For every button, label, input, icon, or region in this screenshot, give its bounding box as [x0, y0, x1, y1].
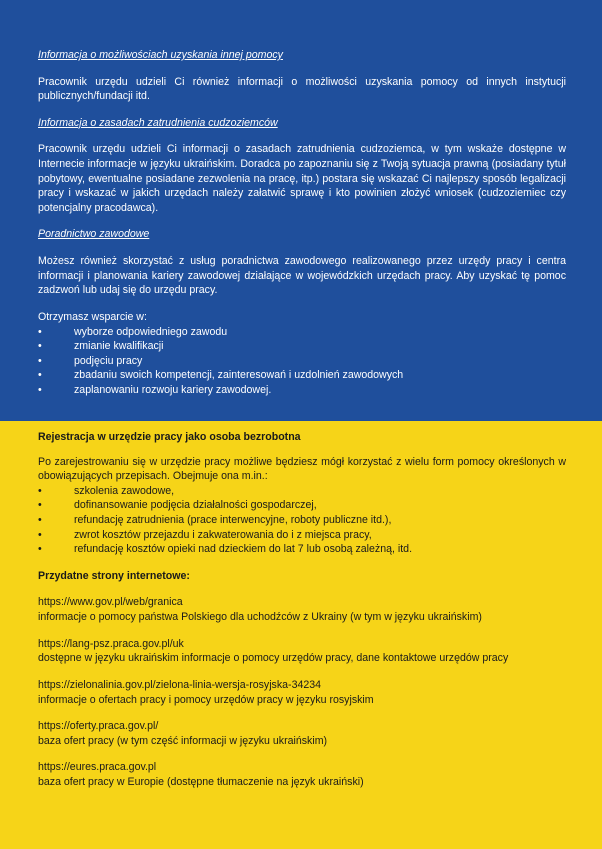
list-item: • zbadaniu swoich kompetencji, zainteresowań i uzdolnień zawodowych: [38, 368, 566, 383]
link-url[interactable]: https://lang-psz.praca.gov.pl/uk: [38, 637, 184, 650]
heading-useful-links: Przydatne strony internetowe:: [38, 569, 190, 582]
paragraph-career-counseling: Możesz również skorzystać z usług poradnictwa zawodowego realizowanego przez urzędy pracy i centra informacji i planowania kariery zawodowej działające w wojewódzkich urzędach pracy. Aby uzyskać tę pomoc zadzwoń lub udaj się do urzędu pracy.: [38, 255, 566, 297]
benefits-list: [38, 484, 566, 557]
link-url[interactable]: https://zielonalinia.gov.pl/zielona-linia-wersja-rosyjska-34234: [38, 678, 322, 691]
link-description: dostępne w języku ukraińskim informacje o pomocy urzędów pracy, dane kontaktowe urzędów pracy: [38, 652, 509, 665]
heading-registration: Rejestracja w urzędzie pracy jako osoba bezrobotna: [38, 431, 301, 443]
list-item: • wyborze odpowiedniego zawodu: [38, 325, 566, 340]
list-item: • zaplanowaniu rozwoju kariery zawodowej.: [38, 383, 566, 398]
yellow-section: [0, 421, 602, 849]
link-block-granica: [38, 595, 566, 624]
support-list: [38, 325, 566, 398]
link-block-lang-psz: [38, 637, 566, 666]
list-item: • podjęciu pracy: [38, 354, 566, 369]
link-url[interactable]: https://eures.praca.gov.pl: [38, 761, 157, 774]
support-intro: Otrzymasz wsparcie w:: [38, 310, 147, 323]
link-description: baza ofert pracy (w tym część informacji w języku ukraińskim): [38, 734, 328, 747]
link-url[interactable]: https://www.gov.pl/web/granica: [38, 596, 183, 609]
link-description: informacje o ofertach pracy i pomocy urzędów pracy w języku rosyjskim: [38, 693, 374, 706]
list-item: • refundację kosztów opieki nad dzieckiem do lat 7 lub osobą zależną, itd.: [38, 542, 566, 557]
link-url[interactable]: https://oferty.praca.gov.pl/: [38, 720, 159, 733]
link-block-zielonalinia: [38, 678, 566, 707]
link-description: informacje o pomocy państwa Polskiego dla uchodźców z Ukrainy (w tym w języku ukraińskim): [38, 611, 482, 624]
list-item: • dofinansowanie podjęcia działalności gospodarczej,: [38, 498, 566, 513]
list-item: • zmianie kwalifikacji: [38, 339, 566, 354]
list-item: • refundację zatrudnienia (prace interwencyjne, roboty publiczne itd.),: [38, 513, 566, 528]
link-block-eures: [38, 760, 566, 789]
paragraph-registration: Po zarejestrowaniu się w urzędzie pracy możliwe będziesz mógł korzystać z wielu form pomocy określonych w obowiązujących przepisach. Obejmuje ona m.in.:: [38, 455, 566, 483]
blue-section: [0, 0, 602, 421]
paragraph-other-help: Pracownik urzędu udzieli Ci również informacji o możliwości uzyskania pomocy od innych instytucji publicznych/fundacji itd.: [38, 75, 566, 103]
heading-foreigners-employment: Informacja o zasadach zatrudnienia cudzoziemców: [38, 116, 278, 129]
link-description: baza ofert pracy w Europie (dostępne tłumaczenie na język ukraiński): [38, 775, 364, 788]
paragraph-foreigners-employment: Pracownik urzędu udzieli Ci informacji o zasadach zatrudnienia cudzoziemca, w tym wskaże dostępne w Internecie informacje w języku ukraińskim. Doradca po zapoznaniu się z Twoją sytuacja prawną (posiadany tytuł pobytowy, ewentualne posiadane zezwolenia na pracę, itp.) postara się wskazać Ci najlepszy sposób legalizacji pracy i wskazać w jakich urzędach należy załatwić sprawę i kto powinien złożyć wniosek (cudzoziemiec czy potencjalny pracodawca).: [38, 143, 566, 214]
list-item: • szkolenia zawodowe,: [38, 484, 566, 499]
list-item: • zwrot kosztów przejazdu i zakwaterowania do i z miejsca pracy,: [38, 528, 566, 543]
heading-other-help: Informacja o możliwościach uzyskania innej pomocy: [38, 49, 283, 61]
heading-career-counseling: Poradnictwo zawodowe: [38, 228, 150, 241]
link-block-oferty: [38, 719, 566, 748]
